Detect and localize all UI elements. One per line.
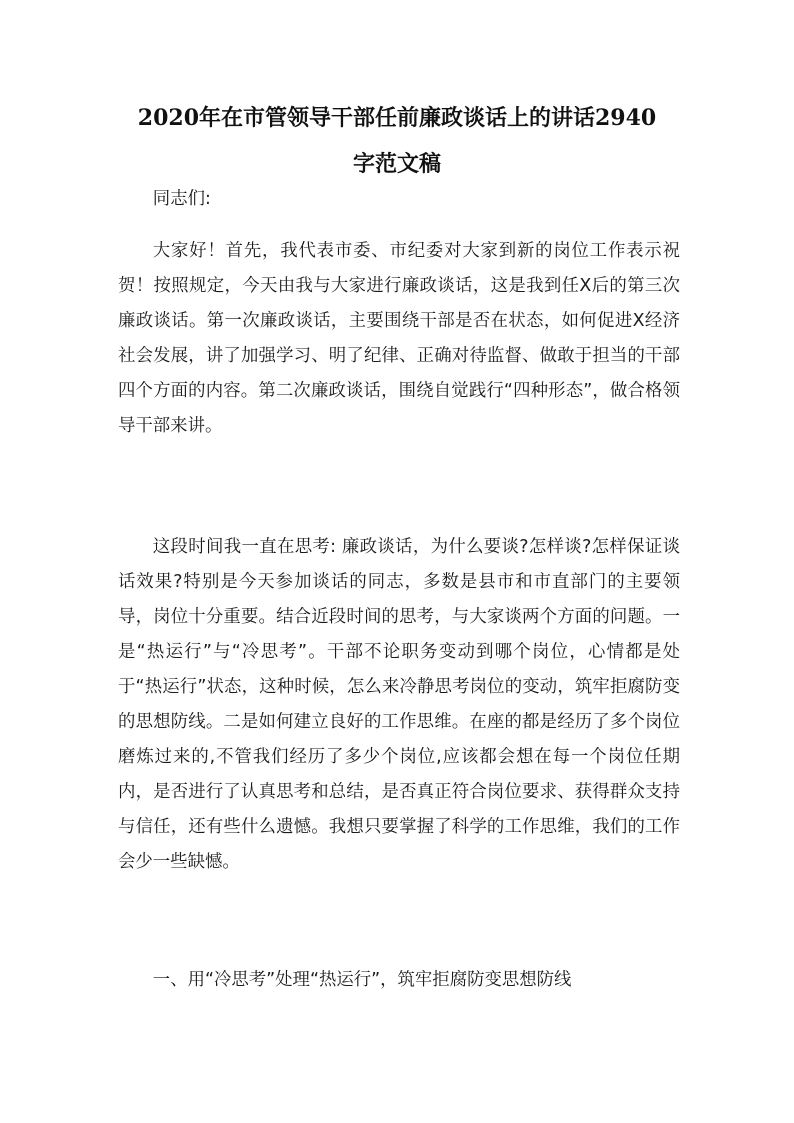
salutation: 同志们: (152, 189, 211, 209)
paragraph-2-block (118, 530, 680, 880)
salutation-block (118, 182, 680, 217)
title-line-1: 2020年在市管领导干部任前廉政谈话上的讲话2940 (137, 105, 657, 131)
paragraph-1: 大家好！首先，我代表市委、市纪委对大家到新的岗位工作表示祝贺！按照规定，今天由我与大家进行廉政谈话，这是我到任X后的第三次廉政谈话。第一次廉政谈话，主要围绕干部是否在状态，如何促进X经济社会发展，讲了加强学习、明了纪律、正确对待监督、做敢于担当的干部四个方面的内容。第二次廉政谈话，围绕自觉践行“四种形态”，做合格领导干部来讲。 (118, 241, 680, 436)
document-title (100, 95, 694, 187)
paragraph-2: 这段时间我一直在思考: 廉政谈话，为什么要谈?怎样谈?怎样保证谈话效果?特别是今天参加谈话的同志，多数是县市和市直部门的主要领导，岗位十分重要。结合近段时间的思考，与大家谈两个方面的问题。一是“热运行”与“冷思考”。干部不论职务变动到哪个岗位，心情都是处于“热运行”状态，这种时候，怎么来冷静思考岗位的变动，筑牢拒腐防变的思想防线。二是如何建立良好的工作思维。在座的都是经历了多个岗位磨炼过来的,不管我们经历了多少个岗位,应该都会想在每一个岗位任期内，是否进行了认真思考和总结，是否真正符合岗位要求、获得群众支持与信任，还有些什么遗憾。我想只要掌握了科学的工作思维，我们的工作会少一些缺憾。 (118, 537, 680, 872)
title-line-2: 字范文稿 (352, 151, 441, 177)
section-heading: 一、用“冷思考”处理“热运行”，筑牢拒腐防变思想防线 (152, 970, 572, 990)
paragraph-1-block (118, 234, 680, 444)
section-heading-block (118, 963, 680, 998)
